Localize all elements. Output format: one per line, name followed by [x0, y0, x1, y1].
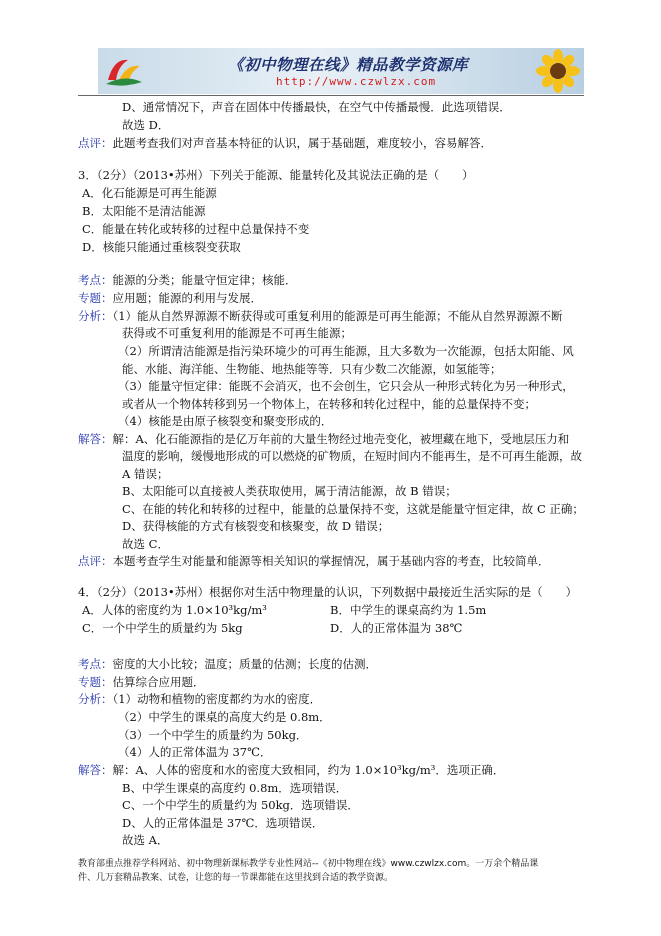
- kp-label: 考点：: [78, 273, 113, 287]
- kp-text: 密度的大小比较；温度；质量的估测；长度的估测．: [112, 657, 377, 671]
- review-text: 本题考查学生对能量和能源等相关知识的掌握情况，属于基础内容的考查，比较简单．: [112, 554, 550, 568]
- q3-solution-5: 故选 C．: [122, 537, 169, 551]
- q4-option-b: B．中学生的课桌高约为 1.5m: [330, 603, 487, 617]
- topic-text: 估算综合应用题．: [112, 675, 205, 689]
- review-text: 此题考查我们对声音基本特征的认识，属于基础题，难度较小，容易解答．: [112, 136, 492, 150]
- analysis-label: 分析：: [78, 309, 113, 323]
- q3-solution: [78, 431, 569, 447]
- review-label: 点评：: [78, 136, 113, 150]
- q3-knowledge-point: [78, 272, 297, 288]
- analysis-text: （1）动物和植物的密度都约为水的密度．: [112, 692, 322, 706]
- q3-option-c: C．能量在转化或转移的过程中总量保持不变: [82, 222, 310, 236]
- q3-solution-2: B、太阳能可以直接被人类获取使用，属于清洁能源，故 B 错误；: [122, 484, 457, 498]
- solution-label: 解答：: [78, 432, 113, 446]
- sunflower-icon: [534, 49, 582, 93]
- q4-solution-5: 故选 A．: [122, 833, 169, 847]
- q4-option-c: C．一个中学生的质量约为 5kg: [82, 621, 243, 635]
- banner-url[interactable]: http://www.czwlzx.com: [276, 75, 437, 88]
- q4-topic: [78, 674, 205, 690]
- q4-option-a: A．人体的密度约为 1.0×10³kg/m³: [82, 603, 267, 617]
- q3-option-d: D．核能只能通过重核裂变获取: [82, 240, 241, 254]
- q4-analysis-4: （4）人的正常体温为 37℃．: [118, 745, 272, 759]
- solution-text: 解：A、人体的密度和水的密度大致相同，约为 1.0×10³kg/m³．选项正确．: [112, 763, 505, 777]
- q4-option-d: D．人的正常体温为 38℃: [330, 621, 463, 635]
- prev-option-d: D、通常情况下，声音在固体中传播最快，在空气中传播最慢．此选项错误．: [122, 100, 511, 114]
- q4-solution: [78, 762, 504, 778]
- header-rule: [78, 95, 584, 96]
- q3-solution-3: C、在能的转化和转移的过程中，能量的总量保持不变，这就是能量守恒定律，故 C 正确；: [122, 502, 584, 516]
- solution-text: 解：A、化石能源指的是亿万年前的大量生物经过地壳变化，被埋藏在地下，受地层压力和: [112, 432, 570, 446]
- header-banner: [98, 48, 584, 94]
- q3-option-b: B．太阳能不是清洁能源: [82, 204, 206, 218]
- q4-solution-4: D、人的正常体温是 37℃．选项错误．: [122, 816, 324, 830]
- q3-analysis-4: （4）核能是由原子核裂变和聚变形成的．: [118, 414, 333, 428]
- prev-answer: 故选 D．: [122, 118, 170, 132]
- topic-label: 专题：: [78, 675, 113, 689]
- q3-topic: [78, 290, 262, 306]
- topic-label: 专题：: [78, 291, 113, 305]
- q3-stem: 3．（2分）（2013•苏州）下列关于能源、能量转化及其说法正确的是（ ）: [78, 168, 474, 182]
- q4-knowledge-point: [78, 656, 377, 672]
- analysis-text: （1）能从自然界源源不断获得或可重复利用的能源是可再生能源；不能从自然界源源不断: [112, 309, 563, 323]
- footer-line-1: 教育部重点推荐学科网站、初中物理新课标教学专业性网站--《初中物理在线》www.czwlzx.com。一万余个精品课: [78, 859, 539, 869]
- kp-text: 能源的分类；能量守恒定律；核能．: [112, 273, 297, 287]
- q3-analysis-2: （2）所谓清洁能源是指污染环境少的可再生能源，且大多数为一次能源，包括太阳能、风: [118, 344, 574, 358]
- q3-solution-1b: 温度的影响，缓慢地形成的可以燃烧的矿物质，在短时间内不能再生，是不可再生能源，故: [122, 449, 582, 463]
- q4-solution-3: C、一个中学生的质量约为 50kg．选项错误．: [122, 798, 359, 812]
- analysis-label: 分析：: [78, 692, 113, 706]
- review-label: 点评：: [78, 554, 113, 568]
- footer-line-2: 件、几万套精品教案、试卷，让您的每一节课都能在这里找到合适的教学资源。: [78, 873, 394, 883]
- solution-label: 解答：: [78, 763, 113, 777]
- kp-label: 考点：: [78, 657, 113, 671]
- q4-analysis-2: （2）中学生的课桌的高度大约是 0.8m．: [118, 710, 331, 724]
- q3-analysis-2b: 能、水能、海洋能、生物能、地热能等等．只有少数二次能源，如氢能等；: [122, 362, 502, 376]
- q4-solution-2: B、中学生课桌的高度约 0.8m．选项错误．: [122, 781, 348, 795]
- q3-solution-1c: A 错误；: [122, 467, 169, 481]
- q3-review: [78, 553, 550, 569]
- q3-analysis-3b: 或者从一个物体转移到另一个物体上，在转移和转化过程中，能的总量保持不变；: [122, 397, 536, 411]
- topic-text: 应用题；能源的利用与发展．: [112, 291, 262, 305]
- q4-analysis: [78, 691, 321, 707]
- q3-analysis-1b: 获得或不可重复利用的能源是不可再生能源；: [122, 326, 352, 340]
- q3-option-a: A．化石能源是可再生能源: [82, 186, 217, 200]
- q3-analysis-3: （3）能量守恒定律：能既不会消灭，也不会创生，它只会从一种形式转化为另一种形式，: [118, 379, 574, 393]
- q4-analysis-3: （3）一个中学生的质量约为 50kg．: [118, 728, 308, 742]
- q4-stem: 4．（2分）（2013•苏州）根据你对生活中物理量的认识，下列数据中最接近生活实际的是（ ）: [78, 585, 578, 599]
- banner-title: 《初中物理在线》精品教学资源库: [228, 55, 469, 74]
- q3-solution-4: D、获得核能的方式有核裂变和核聚变，故 D 错误；: [122, 519, 390, 533]
- site-logo-icon: [104, 54, 144, 88]
- prev-review: [78, 135, 492, 151]
- q3-analysis: [78, 308, 563, 324]
